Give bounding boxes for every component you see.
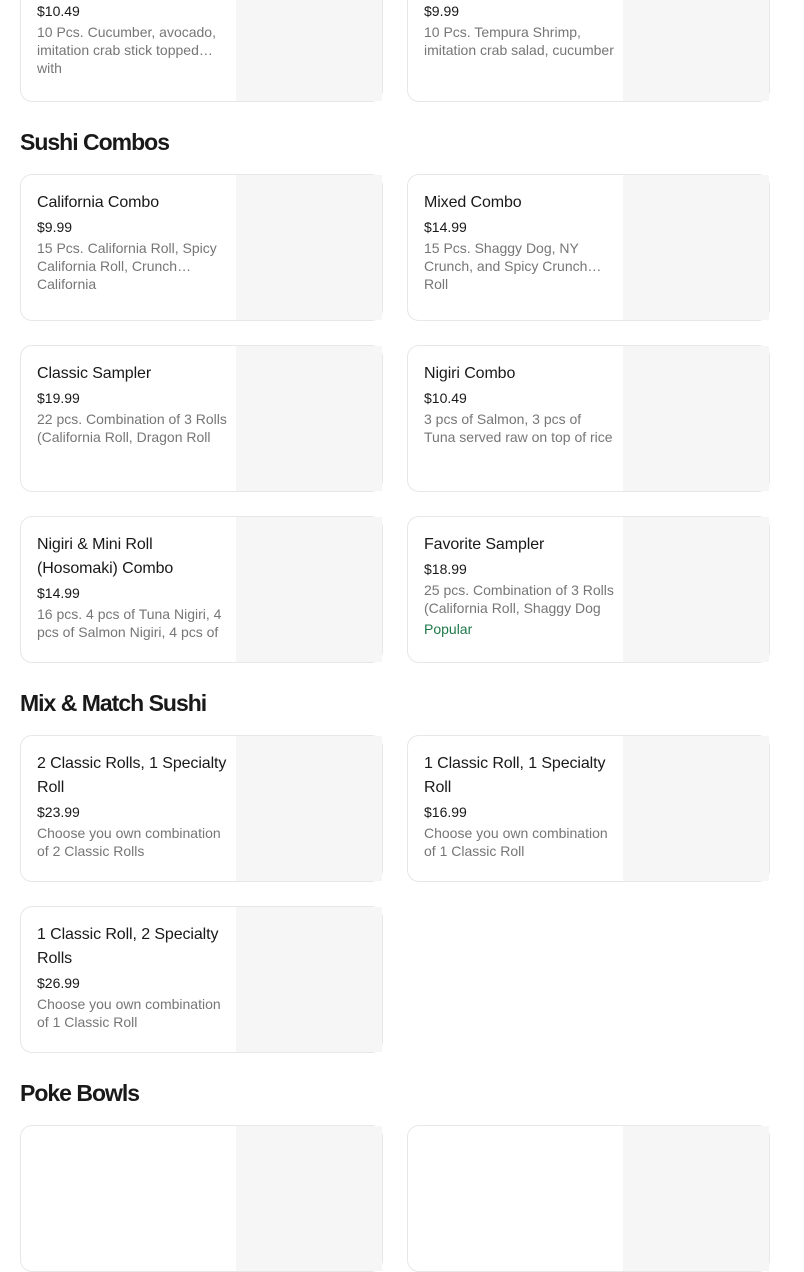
- item-price: $10.49: [424, 390, 467, 406]
- item-name: Favorite Sampler: [424, 536, 545, 553]
- menu-item-card[interactable]: [20, 1125, 383, 1272]
- item-price: $10.49: [37, 3, 80, 19]
- item-description: 25 pcs. Combination of 3 Rolls (California Roll, Shaggy Dog: [424, 582, 614, 616]
- item-image-placeholder: [623, 0, 769, 101]
- item-image-placeholder: [623, 175, 769, 320]
- item-name: Nigiri Combo: [424, 365, 516, 382]
- menu-item-1-classic-2-specialty[interactable]: [20, 906, 383, 1053]
- item-image-placeholder: [236, 736, 382, 881]
- menu-item-mixed-combo[interactable]: [407, 174, 770, 321]
- item-description: 10 Pcs. Cucumber, avocado, imitation crab stick topped with: [37, 24, 216, 76]
- item-image-placeholder: [236, 0, 382, 101]
- item-description: 15 Pcs. California Roll, Spicy California Roll, Crunch California: [37, 240, 217, 292]
- item-description: 15 Pcs. Shaggy Dog, NY Crunch, and Spicy Crunch Roll: [424, 240, 588, 292]
- item-name: 2 Classic Rolls, 1 Specialty Roll: [37, 755, 227, 796]
- item-name: Nigiri & Mini Roll (Hosomaki) Combo: [37, 536, 174, 577]
- item-image-placeholder: [236, 907, 382, 1052]
- item-name: California Combo: [37, 194, 160, 211]
- item-price: $14.99: [37, 585, 80, 601]
- popular-badge: Popular: [424, 621, 473, 637]
- item-price: $9.99: [37, 219, 73, 235]
- item-description: Choose you own combination of 1 Classic Roll: [37, 996, 221, 1030]
- item-price: $14.99: [424, 219, 467, 235]
- item-name: 1 Classic Roll, 2 Specialty Rolls: [37, 926, 219, 967]
- menu-item-1-classic-1-specialty[interactable]: [407, 735, 770, 882]
- item-description: Choose you own combination of 1 Classic Roll: [424, 825, 608, 859]
- item-name: 1 Classic Roll, 1 Specialty Roll: [424, 755, 606, 796]
- item-name: Mixed Combo: [424, 194, 522, 211]
- section-title-mix-match-sushi: Mix & Match Sushi: [20, 690, 207, 716]
- section-title-poke-bowls: Poke Bowls: [20, 1080, 140, 1106]
- menu-item-nigiri-mini-roll-combo[interactable]: [20, 516, 383, 663]
- item-description: 22 pcs. Combination of 3 Rolls (California Roll, Dragon Roll: [37, 411, 227, 445]
- item-description: Choose you own combination of 2 Classic Rolls: [37, 825, 221, 859]
- item-description: 10 Pcs. Tempura Shrimp, imitation crab salad, cucumber: [424, 24, 614, 58]
- item-price: $23.99: [37, 804, 80, 820]
- item-image-placeholder: [623, 517, 769, 662]
- item-image-placeholder: [623, 346, 769, 491]
- item-image-placeholder: [236, 175, 382, 320]
- item-image-placeholder: [236, 1126, 382, 1271]
- menu-item-california-combo[interactable]: [20, 174, 383, 321]
- menu-item-card[interactable]: [407, 0, 770, 102]
- item-image-placeholder: [623, 1126, 769, 1271]
- menu-item-favorite-sampler[interactable]: [407, 516, 770, 663]
- menu-item-card[interactable]: [407, 1125, 770, 1272]
- item-price: $18.99: [424, 561, 467, 577]
- menu-item-2-classic-1-specialty[interactable]: [20, 735, 383, 882]
- item-image-placeholder: [236, 517, 382, 662]
- item-description: 16 pcs. 4 pcs of Tuna Nigiri, 4 pcs of Salmon Nigiri, 4 pcs of: [37, 606, 222, 640]
- item-price: $16.99: [424, 804, 467, 820]
- section-title-sushi-combos: Sushi Combos: [20, 129, 170, 155]
- menu-item-classic-sampler[interactable]: [20, 345, 383, 492]
- menu-item-nigiri-combo[interactable]: [407, 345, 770, 492]
- item-image-placeholder: [236, 346, 382, 491]
- item-price: $9.99: [424, 3, 460, 19]
- menu-item-card[interactable]: [20, 0, 383, 102]
- item-name: Classic Sampler: [37, 365, 152, 382]
- item-price: $26.99: [37, 975, 80, 991]
- item-image-placeholder: [623, 736, 769, 881]
- item-price: $19.99: [37, 390, 80, 406]
- item-description: 3 pcs of Salmon, 3 pcs of Tuna served raw on top of rice: [424, 411, 613, 445]
